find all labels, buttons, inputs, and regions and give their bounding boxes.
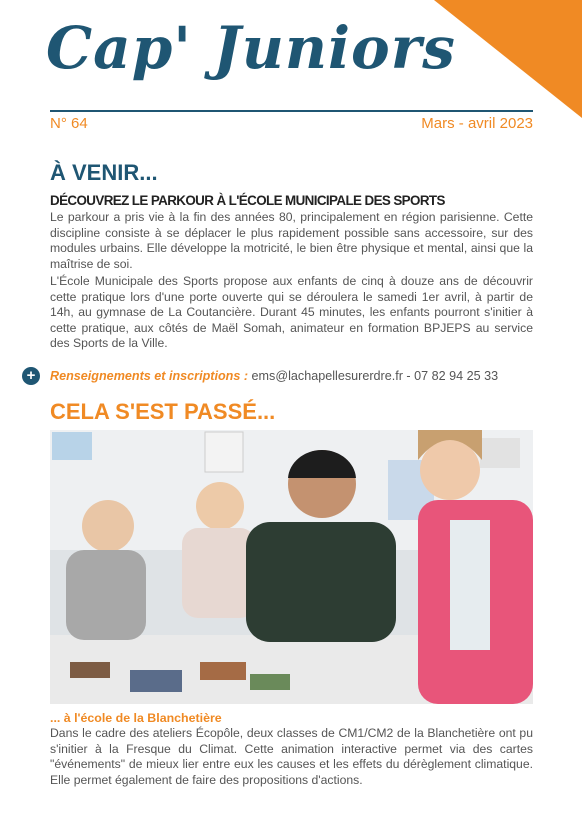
- contact-line: [50, 369, 498, 383]
- article-paragraph-1: Le parkour a pris vie à la fin des années 80, principalement en région parisienne. Cette discipline consiste à se déplacer le plus rapidement possible sans accessoire, sur des modules urbains. Elle développe la motricité, le bien être physique et mental, ainsi que la maîtrise de soi.: [50, 210, 533, 271]
- issue-date: Mars - avril 2023: [421, 115, 533, 132]
- masthead-title: Cap' Juniors: [46, 14, 456, 82]
- issue-number: N° 64: [50, 115, 88, 132]
- plus-icon: +: [22, 367, 40, 385]
- corner-decoration: [434, 0, 582, 118]
- photo-caption: ... à l'école de la Blanchetière: [50, 711, 222, 725]
- header-rule: [50, 110, 533, 112]
- section-heading-past: CELA S'EST PASSÉ...: [50, 399, 276, 424]
- past-article-paragraph: Dans le cadre des ateliers Écopôle, deux classes de CM1/CM2 de la Blanchetière ont pu s'initier à la Fresque du Climat. Cette animation interactive permet via des cartes "événements" de mieux lier entre eux les causes et les effets du dérèglement climatique. Elle permet également de faire des propositions d'actions.: [50, 726, 533, 787]
- article-paragraph-2: L'École Municipale des Sports propose aux enfants de cinq à douze ans de découvrir cette pratique lors d'une porte ouverte qui se déroulera le samedi 1er avril, à partir de 14h, au gymnase de La Coutancière. Durant 45 minutes, les enfants pourront s'initier à cette pratique, aux côtés de Maël Somah, animateur en formation BPJEPS au service des Sports de la Ville.: [50, 274, 533, 350]
- contact-label: Renseignements et inscriptions :: [50, 369, 249, 383]
- section-heading-upcoming: À VENIR...: [50, 160, 158, 185]
- article-subheading: DÉCOUVREZ LE PARKOUR À L'ÉCOLE MUNICIPALE DES SPORTS: [50, 193, 445, 208]
- contact-details[interactable]: ems@lachapellesurerdre.fr - 07 82 94 25 33: [248, 369, 499, 383]
- classroom-photo: [50, 430, 533, 704]
